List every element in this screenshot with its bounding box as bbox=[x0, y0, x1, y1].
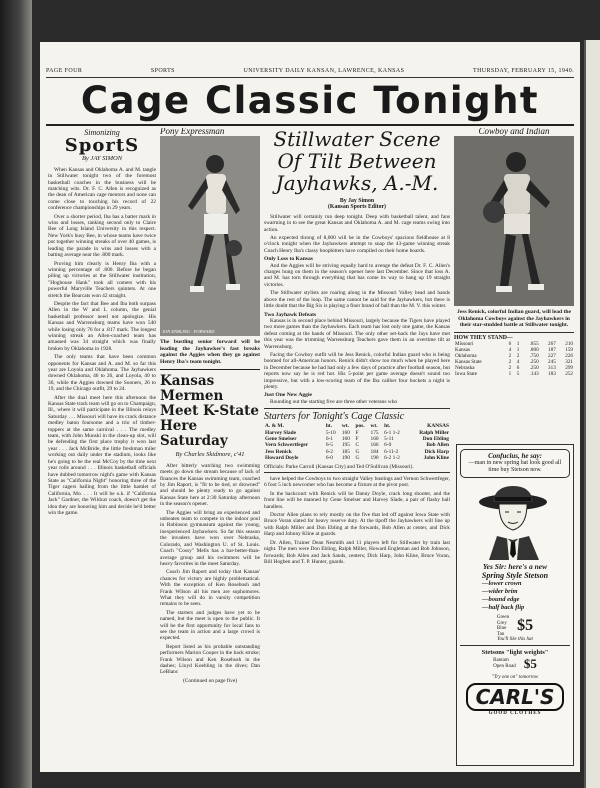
story-paragraph: And the Aggies will be striving equally hard to avenge the defeat Dr. F. C. Allen's charges hung on them in the season's opener here last December. Since that loss A. and M. has torn through everything that has come its way to hang up 19 straight victories. bbox=[264, 262, 450, 288]
mermen-paragraph: The Aggies will bring an experienced and unbeaten team to compete in the indoor pool in Robinson gymnasium against the young, inexperienced Jayhawkers. So far this season the invaders have won over Nebraska, Colorado, and Washington U. of St. Louis. Coach "Cossy" Mells has a bar-better-than-average group and his swimmers will be heavy favorites in the meet Saturday. bbox=[160, 509, 260, 567]
feature-item: —lower crown bbox=[482, 580, 522, 587]
standings-cell: 159 bbox=[565, 347, 573, 354]
starter-cell: G bbox=[355, 448, 360, 455]
stillwater-byline-title: (Kansan Sports Editor) bbox=[328, 204, 386, 211]
standings-cell: 6 bbox=[508, 341, 512, 348]
man-in-hat-illustration bbox=[475, 482, 555, 560]
color-option: Blue bbox=[496, 626, 507, 632]
standings-cell: 313 bbox=[548, 365, 556, 372]
starter-cell: 166 bbox=[370, 442, 379, 449]
starters-header-cell: wt. bbox=[370, 423, 378, 430]
standings-cell: 321 bbox=[565, 359, 573, 366]
starters-title: Starters for Tonight's Cage Classic bbox=[264, 411, 405, 423]
starter-cell: 160 bbox=[370, 436, 379, 442]
spring-style-line: Spring Style Stetson bbox=[481, 571, 549, 580]
starters-header-cell: A. & M. bbox=[265, 423, 284, 430]
standings-cell: 2 bbox=[508, 359, 512, 366]
standings-cell: 210 bbox=[565, 341, 573, 348]
standings-cell: 2 bbox=[508, 353, 512, 360]
starter-cell: 6-2 1-2 bbox=[384, 455, 400, 462]
starter-cell: 5-11 bbox=[384, 436, 394, 442]
standings-cell: 183 bbox=[548, 371, 556, 378]
starter-am: Jess Renick bbox=[265, 448, 292, 455]
story-paragraph: In the backcourt with Renick will be Danny Doyle, crack long shooter, and the front line will be manned by Gene Smelser and Harvey Slade, a pair of flashy ball handlers. bbox=[264, 490, 450, 510]
light-weight-model: Open Road bbox=[493, 664, 516, 670]
player-photo-ebling bbox=[160, 136, 260, 336]
starter-cell: 184 bbox=[370, 448, 379, 455]
stillwater-headline: Stillwater Scene Of Tilt Between Jayhawks, A.-M. bbox=[273, 128, 441, 195]
story-subhead: Only Loss to Kansas bbox=[264, 256, 313, 263]
starter-am: Vern Schwertfeger bbox=[265, 442, 309, 449]
story-paragraph: Doctor Allen plans to rely mostly on the five that led off against Iowa State with Bruce Voran slated for heavy reserve duty. At the tipoff the Jayhawkers will line up with Ralph Miller and Don Ebling at the forwards, Bob Allen at center, and Dick Harp and Johnny Kline at guards. bbox=[264, 512, 450, 538]
ad-divider bbox=[460, 645, 570, 646]
confucius-quote: —man in new spring hat look good all time buy Stetson now. bbox=[468, 460, 562, 473]
light-weight-model: Bantam bbox=[493, 658, 509, 664]
starter-cell: F bbox=[355, 429, 359, 436]
starter-cell: 6-1 1-2 bbox=[384, 429, 400, 436]
folio-section: SPORTS bbox=[150, 68, 175, 74]
story-subhead: Two Jayhawk Defeats bbox=[264, 311, 317, 318]
feature-item: —half back flip bbox=[482, 604, 525, 611]
store-logo bbox=[460, 683, 570, 711]
starters-header-cell: ht. bbox=[325, 423, 332, 430]
standings-title: HOW THEY STAND— bbox=[454, 334, 513, 341]
column-byline: By JAY SIMON bbox=[81, 155, 123, 163]
light-weights-row bbox=[460, 656, 570, 672]
price-tag: $5 bbox=[517, 617, 534, 635]
standings-cell: 2 bbox=[516, 353, 520, 360]
stetson-advertisement bbox=[456, 444, 574, 766]
standings-cell: 245 bbox=[548, 359, 556, 366]
feature-list bbox=[460, 580, 570, 612]
section-rule bbox=[160, 369, 260, 370]
standings-cell: .250 bbox=[529, 365, 539, 372]
standings-cell: 227 bbox=[548, 353, 556, 360]
folio-line bbox=[46, 68, 574, 78]
mermen-paragraph: Coach Jim Raport and today that Kansas' chances for victory are highly problematical. With the exception of Ken Rosebush and Frank Wilson all his men are sophomores. What they will do in varsity competition remains to be seen. bbox=[160, 569, 260, 608]
standings-cell: 1 bbox=[516, 347, 520, 354]
starters-header-cell: pos. bbox=[355, 423, 365, 430]
photo-plate-text: JON ENBLING · FORWARD bbox=[162, 329, 215, 334]
standings-row bbox=[454, 371, 574, 377]
standings-cell: 226 bbox=[565, 353, 573, 360]
folio-paper: UNIVERSITY DAILY KANSAN, LAWRENCE, KANSAS bbox=[243, 68, 405, 74]
starter-cell: 190 bbox=[341, 455, 350, 462]
headline-rule bbox=[46, 124, 574, 126]
standings-cell: .250 bbox=[529, 359, 539, 366]
light-weights-list bbox=[493, 658, 516, 670]
starter-cell: 185 bbox=[341, 448, 350, 455]
column-paragraph: When Kansas and Oklahoma A. and M. tangle in Stillwater tonight two of the foremost basketball coaches in the business will be matching wits. Dr. F. C. Allen is recognized as the dean of American cage mentors and none can come close to touching his record of 22 conference championships in 29 years. bbox=[48, 166, 156, 212]
story-paragraph: The Stillwater stylists are roaring along in the Missouri Valley head and hands above the rest of the loop. The same cannot be said for the Jayhawkers, but there is little doubt that the Big Six is playing a finer brand of ball than the M. V. this winter. bbox=[264, 290, 450, 310]
standings-cell: 4 bbox=[508, 347, 512, 354]
folio-date: THURSDAY, FEBRUARY 15, 1940. bbox=[473, 68, 574, 74]
photo-caption: The bustling senior forward will be leading the Jayhawker's fast breaks against the Aggies when they go against Henry Iba's team tonight. bbox=[160, 339, 260, 365]
yes-sir-line: Yes Sir: here's a new bbox=[482, 562, 548, 571]
confucius-box bbox=[460, 449, 570, 478]
team-name: Missouri bbox=[455, 341, 474, 348]
story-paragraph: Dr. Allen, Trainer Dean Nesmith and 11 players left for Stillwater by train last night. The men were Don Ebling, Ralph Miller, Howard Engleman and Bob Johnson, forwards; Bob Allen and Jack Sands, centers; Dick Harp, John Kline, Bruce Voran, Bill Hogben and T. P. Hunter, guards. bbox=[264, 539, 450, 565]
team-name: Kansas bbox=[455, 347, 470, 354]
story-subhead: Just One New Aggie bbox=[264, 392, 313, 399]
mermen-headline: Kansas Mermen Meet K-State Here Saturday bbox=[160, 373, 259, 450]
standings-table bbox=[454, 341, 574, 377]
standings-cell: .855 bbox=[529, 341, 539, 348]
standings-cell: 252 bbox=[565, 371, 573, 378]
starter-cell: 175 bbox=[370, 429, 379, 436]
standings-cell: 2 bbox=[508, 365, 512, 372]
standings-cell: 4 bbox=[516, 359, 520, 366]
try-one-on: "Try one on" tomorrow bbox=[491, 675, 539, 681]
starters-header-cell: wt. bbox=[341, 423, 349, 430]
story-paragraph: have helped the Cowboys to two straight Valley bustings and Vernon Schwertfeger, 6 foot 5 inch newcomer who has become a fixture at the pivot post. bbox=[264, 476, 450, 489]
starter-am: Gene Smelser bbox=[265, 436, 297, 442]
starter-cell: 6-0 bbox=[325, 455, 333, 462]
team-name: Nebraska bbox=[455, 365, 475, 372]
color-option: Grey bbox=[496, 620, 507, 626]
story-paragraph: Kansas is in second place behind Missouri, largely because the Tigers have played two more games than the Jayhawkers. Each team has lost only one game, the Kansas defeat coming at the hands of Missouri. The only other set-back the Jays have met this year was the trimming Warrensburg Teachers gave them in an overtime tilt at Warrensburg. bbox=[264, 317, 450, 350]
starter-cell: 190 bbox=[370, 455, 379, 462]
book-binding bbox=[0, 0, 32, 788]
starter-cell: 5-10 bbox=[325, 429, 336, 436]
stillwater-story bbox=[264, 128, 450, 768]
store-name: CARL'S bbox=[466, 683, 565, 711]
starter-cell: 6-0 bbox=[384, 442, 392, 449]
story-paragraph: An expected throng of 8,000 will be in the Cowboys' spacious fieldhouse at 8 o'clock tonight when the Jayhawkers attempt to snap the 43-game winning streak Coach Henry Iba's classy boopbitters have compiled on their home boards. bbox=[264, 235, 450, 254]
starter-am: Howard Doyle bbox=[265, 455, 299, 462]
photo-and-swimming-column bbox=[160, 128, 260, 768]
story-paragraph: Facing the Cowboy outfit will be Jess Renick, colorful Indian guard who is being boomed for all-American honors. Renick didn't show too much when he played here in December because he had had only a few days of practice after football season, but reports now say he is red hot. His 5-point per game average doesn't sound too impressive, but with a low-scoring team of the Iba caliber four buckets a night is plenty. bbox=[264, 351, 450, 390]
like-it-note: You'll like this hat bbox=[497, 637, 533, 643]
standings-cell: 1 bbox=[508, 371, 512, 378]
starter-cell: 6-2 bbox=[325, 448, 333, 455]
player-silhouette bbox=[160, 136, 260, 336]
story-paragraph: Stillwater will certainly run deep tonight. Deep with basketball talent, and fans swarming in to see the great Kansas and Oklahoma A. and M. cage teams swing into action. bbox=[264, 213, 450, 233]
starter-cell: F bbox=[355, 436, 359, 442]
starter-cell: C bbox=[355, 442, 360, 449]
feature-item: —wider brim bbox=[482, 588, 518, 595]
mermen-paragraph: Report listed as his probable outstanding performers Marion Cooper in the back stroke; Frank Wilson and Ken Rosebush in the dashes; Lloyd Koehling in the dives; Dan LeBlanc bbox=[160, 643, 260, 676]
team-name: Iowa State bbox=[455, 371, 478, 378]
color-option: Tan bbox=[496, 631, 505, 637]
standings-box bbox=[454, 332, 574, 377]
starter-ku: Ralph Miller bbox=[419, 429, 449, 436]
starter-cell: 195 bbox=[341, 442, 350, 449]
folio-page: PAGE FOUR bbox=[46, 68, 83, 74]
starter-cell: 160 bbox=[341, 436, 350, 442]
price-tag-2: $5 bbox=[523, 656, 537, 672]
team-name: Kansas State bbox=[455, 359, 482, 366]
column-paragraph: Over a shorter period, Iba has a batter mark in wins and losses, ranking second only to Claire Bee of Long Island University in this respect. New York's busy Bee, in whose teams have twice put together winning streaks of over 40 games, is leading the parade in wins and losses with a batting average near the .800 mark. bbox=[48, 213, 156, 259]
standings-cell: .750 bbox=[529, 353, 539, 360]
standings-cell: 1 bbox=[516, 341, 520, 348]
player-photo-renick bbox=[454, 136, 574, 306]
mermen-byline: By Charles Skidmore, c'41 bbox=[175, 451, 245, 459]
column-paragraph: After the dual meet here this afternoon the Kansas State track team will go on to Champaign, Ill., where it will participate in the Illinois relays Saturday . . . Missouri will have its crack distance medley baton foursome and a trio of timber-toppers at the same carnival . . . The medley team, with John Munski in the clean-up slot, will be defending the first place trophy it won last year . . . Jack McBride, the little freshman miler working out daily under the stadium, looks like he's going to be the real McCoy by the time next year rolls around . . . Illinois basketball officials have dubbed tomorrow night's game with Kansas State as "California Night" honoring three of the Tiger cagers hailing from the little hamlet of California, Mo. . . . It will be o.k. if "California Jack" Gardner, the Wildcat coach, doesn't get the idea they are honoring him and decide he'd better win the game. bbox=[48, 394, 156, 516]
starters-box bbox=[264, 408, 450, 473]
mermen-paragraph: The starters and judges have yet to be named, but the meet is open to the public. It will be the first opportunity for local fans to see the team in action and a large crowd is expected. bbox=[160, 609, 260, 642]
photo-caption: Jess Renick, colorful Indian guard, will lead the Oklahoma Cowboys against the Jayhawkers in their star-studded battle at Stillwater tonight. bbox=[457, 309, 571, 329]
light-weights-heading: Stetsons "light weights" bbox=[481, 649, 549, 657]
starter-cell: G bbox=[355, 455, 360, 462]
starter-ku: Don Ebling bbox=[422, 436, 449, 442]
column-title: SportS bbox=[64, 135, 140, 157]
officials-note: Officials: Parke Carroll (Kansas City) and Ted O'Sullivan (Missouri). bbox=[264, 463, 414, 470]
standings-cell: 187 bbox=[548, 347, 556, 354]
story-paragraph: Rounding out the starting five are three other veterans who bbox=[270, 398, 398, 405]
simonizing-sports-column bbox=[48, 128, 156, 768]
column-kicker: Simonizing bbox=[84, 128, 120, 137]
continued-note: (Continued on page five) bbox=[182, 677, 238, 684]
color-list bbox=[497, 615, 509, 637]
standings-cell: .800 bbox=[529, 347, 539, 354]
banner-headline: Cage Classic Tonight bbox=[80, 79, 540, 122]
price-row bbox=[460, 615, 570, 637]
newspaper-page bbox=[40, 42, 580, 772]
column-paragraph: Proving him clearly is Henry Iba with a winning percentage of .800. Before he began piling up victories at the Stillwater institution, "Hoghouse Hank" took all comers with his powerful Maryville Teachers quintets. At one stretch the Bearcats won 42 straight. bbox=[48, 260, 156, 299]
standings-cell: 5 bbox=[516, 371, 520, 378]
starter-ku: Dick Harp bbox=[424, 448, 449, 455]
player-silhouette bbox=[454, 136, 574, 306]
standings-cell: 6 bbox=[516, 365, 520, 372]
starter-cell: 6-11-2 bbox=[384, 448, 399, 455]
starter-cell: 6-5 bbox=[325, 442, 333, 449]
store-tagline: GOOD CLOTHES bbox=[488, 711, 542, 717]
mermen-paragraph: After bitterly watching two swimming meets go down the stream because of lack of finances the Kansas swimming team, coached by Jim Raport, is "fit to be tied, or drowned" and should be plenty ready to go against Kansas State here at 2:30 Saturday afternoon in the season's opener. bbox=[160, 462, 260, 508]
stillwater-byline: By Jay Simon bbox=[339, 198, 375, 204]
standings-cell: .143 bbox=[529, 371, 539, 378]
starter-cell: 6-1 bbox=[325, 436, 333, 442]
column-paragraph: The only teams that have been common opponents for Kansas and A. and M. so far this year are Loyola and Oklahoma. The Jayhawkers downed Oklahoma, 46 to 26, and Loyola, 40 to 36, while the Aggies downed the Sooners, 26 to 19, and the Chicago outfit, 29 to 24. bbox=[48, 354, 156, 393]
starter-ku: John Kline bbox=[423, 455, 449, 462]
standings-cell: 299 bbox=[565, 365, 573, 372]
confucius-heading: Confucius, he say: bbox=[488, 452, 542, 460]
color-option: Green bbox=[496, 615, 510, 620]
standings-cell: 267 bbox=[548, 341, 556, 348]
starter-ku: Bob Allen bbox=[426, 442, 449, 449]
starters-header-cell: KANSAS bbox=[427, 423, 449, 430]
starter-cell: 160 bbox=[341, 429, 350, 436]
next-page-edge bbox=[584, 40, 600, 788]
photo-label: Pony Expressman bbox=[160, 128, 225, 136]
column-paragraph: Despite the fact that Bee and Iba both surpass Allen in the W and L column, the genial basketball professor need not apologize. His Kansas and Warrensburg teams have won 540 while losing only 76 for a .817 mark. The longest winning streak an Allen-coached team has amassed was 34 straight which was finally broken by Oklahoma in 1928. bbox=[48, 300, 156, 352]
starter-am: Harvey Slade bbox=[265, 429, 296, 436]
starters-header-cell: ht. bbox=[384, 423, 391, 430]
photo-label: Cowboy and Indian bbox=[478, 128, 550, 136]
starters-table bbox=[264, 423, 450, 461]
team-name: Oklahoma bbox=[455, 353, 477, 360]
feature-item: —bound edge bbox=[482, 596, 520, 603]
starters-row bbox=[264, 455, 450, 461]
